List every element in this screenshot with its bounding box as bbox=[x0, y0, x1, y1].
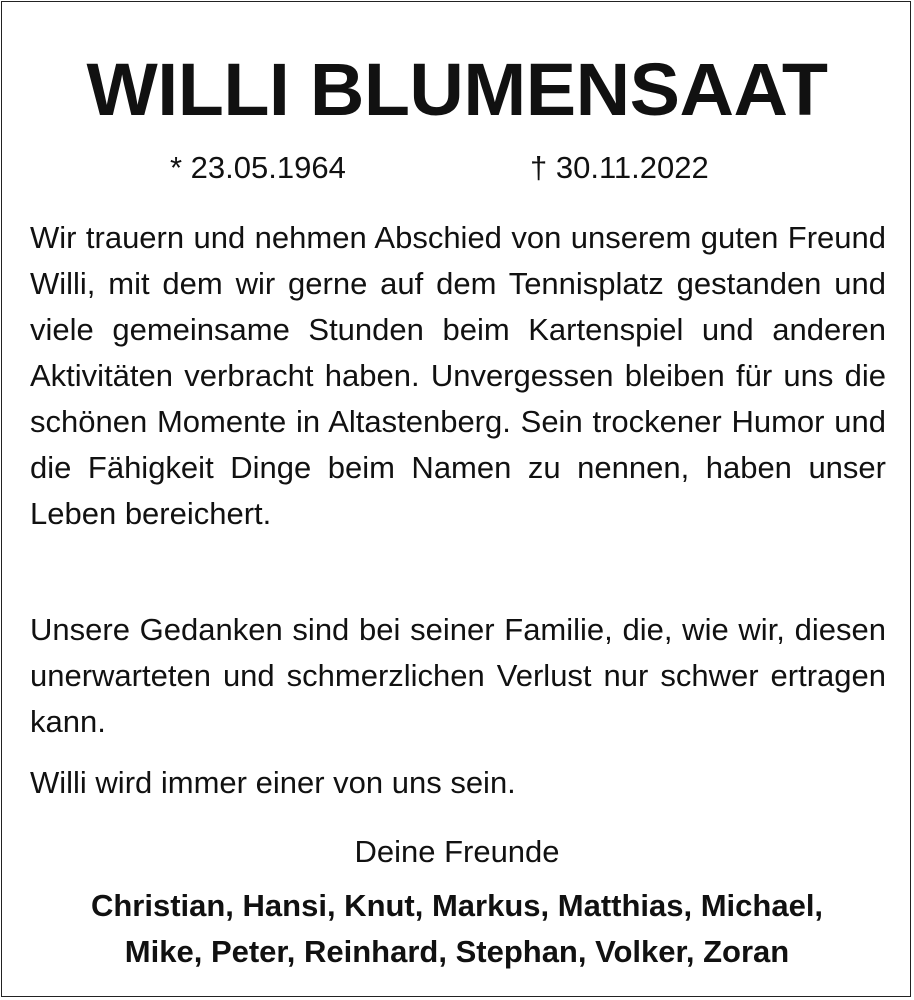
friends-names-line-2: Mike, Peter, Reinhard, Stephan, Volker, Zoran bbox=[124, 934, 790, 969]
deceased-name: WILLI BLUMENSAAT bbox=[86, 48, 828, 131]
death-date: † 30.11.2022 bbox=[530, 150, 709, 185]
condolence-paragraph-2: Unsere Gedanken sind bei seiner Familie, die, wie wir, diesen unerwarteten und schmerzlichen Verlust nur schwer ertragen kann. bbox=[30, 612, 886, 739]
friends-names-line-1: Christian, Hansi, Knut, Markus, Matthias, Michael, bbox=[90, 888, 824, 923]
friends-names bbox=[0, 883, 914, 975]
signature-line: Deine Freunde bbox=[354, 834, 560, 869]
birth-date: * 23.05.1964 bbox=[170, 150, 346, 185]
condolence-paragraph-1: Wir trauern und nehmen Abschied von unserem guten Freund Willi, mit dem wir gerne auf dem Tennisplatz gestanden und viele gemeinsame Stunden beim Kartenspiel und anderen Aktivitäten verbracht haben. Unvergessen bleiben für uns die schönen Momente in Altastenberg. Sein trockener Humor und die Fähigkeit Dinge beim Namen zu nennen, haben unser Leben bereichert. bbox=[30, 220, 886, 531]
condolence-paragraph-3: Willi wird immer einer von uns sein. bbox=[30, 765, 516, 800]
